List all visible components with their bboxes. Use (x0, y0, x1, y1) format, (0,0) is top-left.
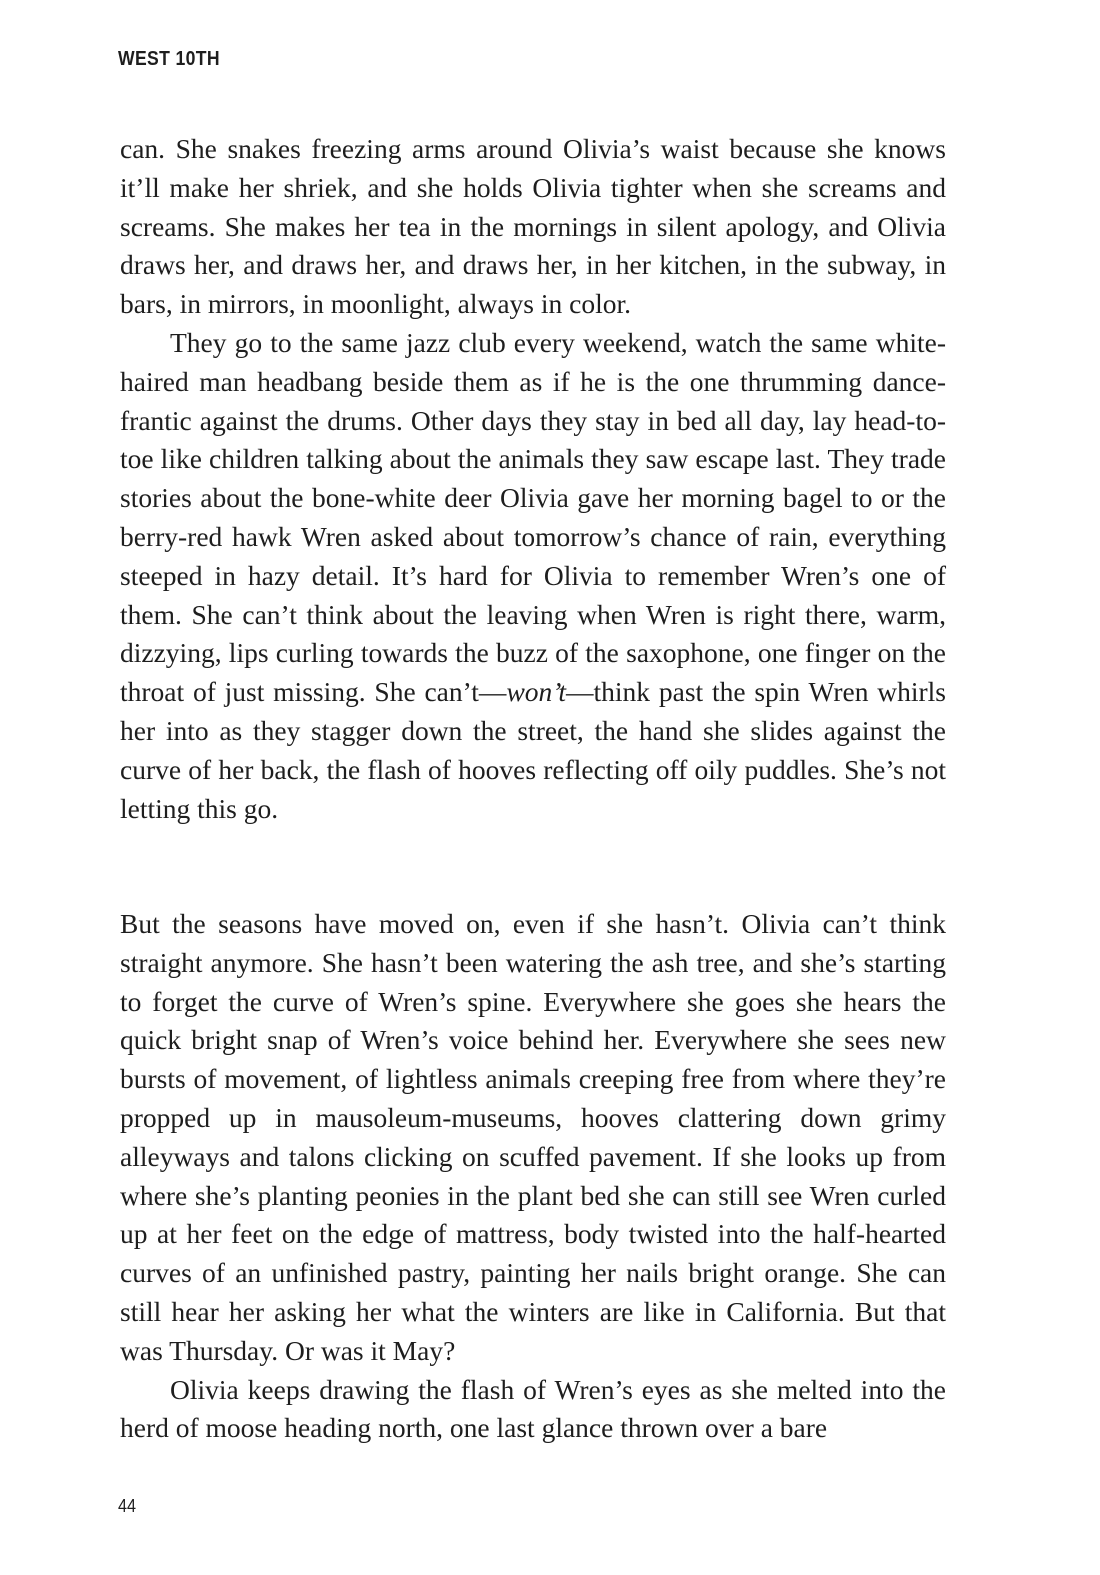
paragraph-text: —think past the spin Wren whirls her into as they stagger down the street, the hand she slides against the curve of her back, the flash of hooves reflecting off oily puddles. She’s not letting this go. (120, 676, 946, 824)
paragraph-text: They go to the same jazz club every weekend, watch the same white-haired man headbang beside them as if he is the one thrumming dance-frantic against the drums. Other days they stay in bed all day, lay head-to-toe like children talking about the animals they saw escape last. They trade stories about the bone-white deer Olivia gave her morning bagel to or the berry-red hawk Wren asked about tomorrow’s chance of rain, everything steeped in hazy detail. It’s hard for Olivia to remember Wren’s one of them. She can’t think about the leaving when Wren is right there, warm, dizzying, lips curling towards the buzz of the saxophone, one finger on the throat of just missing. She can’t— (120, 326, 946, 708)
paragraph (120, 324, 946, 828)
paragraph: can. She snakes freezing arms around Olivia’s waist because she knows it’ll make her shriek, and she holds Olivia tighter when she screams and screams. She makes her tea in the mornings in silent apology, and Olivia draws her, and draws her, and draws her, in her kitchen, in the subway, in bars, in mirrors, in moonlight, always in color. (120, 133, 946, 320)
paragraph: Olivia keeps drawing the flash of Wren’s eyes as she melted into the herd of moose heading north, one last glance thrown over a bare (120, 1373, 946, 1444)
emphasis-text: won’t (506, 676, 567, 708)
page-number: 44 (118, 1496, 137, 1516)
paragraph: But the seasons have moved on, even if she hasn’t. Olivia can’t think straight anymore. She hasn’t been watering the ash tree, and she’s starting to forget the curve of Wren’s spine. Everywhere she goes she hears the quick bright snap of Wren’s voice behind her. Everywhere she sees new bursts of movement, of lightless animals creeping free from where they’re propped up in mausoleum-museums, hooves clattering down grimy alleyways and talons clicking on scuffed pavement. If she looks up from where she’s planting peonies in the plant bed she can still see Wren curled up at her feet on the edge of mattress, body twisted into the half-hearted curves of an unfinished pastry, painting her nails bright orange. She can still hear her asking her what the winters are like in California. But that was Thursday. Or was it May? (120, 908, 946, 1366)
text-section-2 (120, 905, 946, 1448)
running-head: WEST 10TH (118, 48, 220, 70)
text-section-1 (120, 130, 946, 828)
